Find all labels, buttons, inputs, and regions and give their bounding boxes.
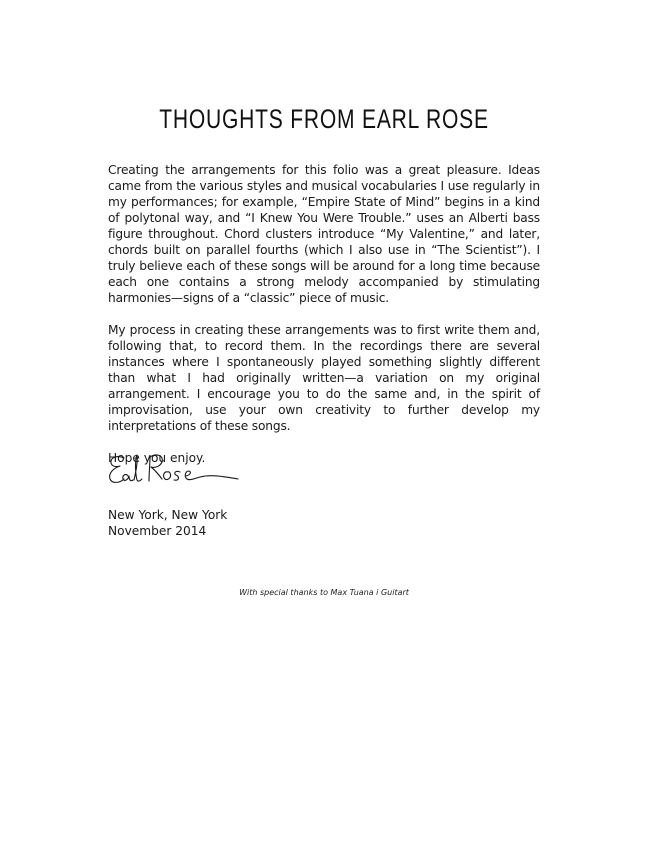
signature-icon [104, 446, 244, 494]
paragraph-1: Creating the arrangements for this folio was a great pleasure. Ideas came from the various styles and musical vocabularies I use regularly in my performances; for example, “Empire State of Mind” begins in a kind of polytonal way, and “I Knew You Were Trouble.” uses an Alberti bass figure throughout. Chord clusters introduce “My Valentine,” and later, chords built on parallel fourths (which I also use in “The Scientist”). I truly believe each of these songs will be around for a long time because each one contains a strong melody accompanied by stimulating harmonies—signs of a “classic” piece of music. [108, 163, 540, 305]
closing-line: Hope you enjoy. [108, 451, 206, 465]
signature-block [108, 507, 227, 539]
paragraph-2: My process in creating these arrangements was to first write them and, following that, to record them. In the recordings there are several instances where I spontaneously played something slightly different than what I had originally written—a variation on my original arrangement. I encourage you to do the same and, in the spirit of improvisation, use your own creativity to further develop my interpretations of these songs. [108, 323, 540, 433]
page-title: THOUGHTS FROM EARL ROSE [159, 104, 489, 134]
acknowledgement: With special thanks to Max Tuana i Guitart [239, 588, 409, 597]
location-date: November 2014 [108, 524, 207, 538]
letter-body [108, 162, 540, 466]
location-city: New York, New York [108, 508, 228, 522]
